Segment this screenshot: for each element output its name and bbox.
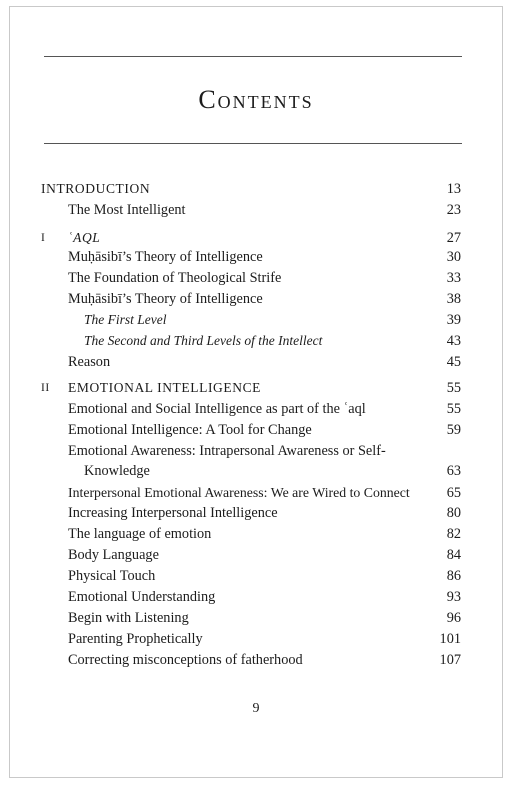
toc-entry-title: EMOTIONAL INTELLIGENCE [68, 380, 262, 395]
toc-entry [10, 441, 502, 461]
toc-entry-page: 13 [446, 181, 461, 197]
chapter-number: I [41, 232, 46, 244]
toc-entry [10, 545, 502, 565]
toc-entry-title: The Most Intelligent [68, 202, 186, 218]
toc-entry-title: Muḥāsibī’s Theory of Intelligence [68, 249, 263, 265]
toc-entry [10, 587, 502, 607]
toc-entry [10, 378, 502, 398]
toc-entry-page: 39 [446, 312, 461, 328]
toc-entry-page: 55 [446, 401, 461, 417]
toc-entry-title: The language of emotion [68, 526, 212, 542]
toc-entry-page: 84 [446, 547, 461, 563]
toc-entry [10, 289, 502, 309]
toc-entry-title: Correcting misconceptions of fatherhood [68, 652, 303, 668]
toc-entry [10, 268, 502, 288]
toc-entry-page: 93 [446, 589, 461, 605]
page-title: Contents [198, 85, 314, 114]
toc-entry-page: 33 [446, 270, 461, 286]
toc-entry-title: The Foundation of Theological Strife [68, 270, 282, 286]
toc-entry [10, 331, 502, 351]
toc-entry-title: Body Language [68, 547, 159, 563]
toc-entry-page: 63 [446, 463, 461, 479]
bottom-rule [44, 143, 462, 144]
toc-entry-title: The Second and Third Levels of the Intellect [84, 333, 323, 348]
toc-entry-title: Emotional Understanding [68, 589, 216, 605]
toc-entry-page: 30 [446, 249, 461, 265]
toc-entry-page: 96 [446, 610, 461, 626]
book-page [9, 6, 503, 778]
toc-entry [10, 608, 502, 628]
toc-entry [10, 566, 502, 586]
toc-entry [10, 524, 502, 544]
toc-entry [10, 179, 502, 199]
toc-entry-title: Emotional Awareness: Intrapersonal Awareness or Self- [68, 443, 386, 459]
toc-entry-page: 107 [439, 652, 461, 668]
toc-entry [10, 503, 502, 523]
toc-entry-page: 86 [446, 568, 461, 584]
chapter-number: II [41, 382, 50, 394]
toc-entry-title: INTRODUCTION [41, 181, 151, 196]
toc-entry-page: 82 [446, 526, 461, 542]
toc-entry-title: Physical Touch [68, 568, 156, 584]
toc-entry-page: 59 [446, 422, 461, 438]
page-number: 9 [252, 701, 260, 716]
toc-entry [10, 483, 502, 503]
toc-entry-title: Begin with Listening [68, 610, 189, 626]
toc-entry-page: 101 [439, 631, 461, 647]
toc-entry-title: Increasing Interpersonal Intelligence [68, 505, 278, 521]
toc-entry-title: The First Level [84, 312, 167, 327]
toc-entry-page: 45 [446, 354, 461, 370]
toc-entry-title: Emotional Intelligence: A Tool for Change [68, 422, 312, 438]
toc-entry-page: 23 [446, 202, 461, 218]
toc-entry-page: 27 [446, 230, 461, 246]
toc-entry [10, 247, 502, 267]
toc-entry-title: Parenting Prophetically [68, 631, 203, 647]
toc-entry-page: 38 [446, 291, 461, 307]
toc-entry [10, 310, 502, 330]
toc-entry [10, 352, 502, 372]
toc-entry-page: 43 [446, 333, 461, 349]
toc-entry-title: Knowledge [84, 463, 150, 479]
toc-entry [10, 420, 502, 440]
toc-entry-page: 80 [446, 505, 461, 521]
toc-entry-title: ʿAQL [68, 230, 101, 245]
toc-entry-page: 55 [446, 380, 461, 396]
top-rule [44, 56, 462, 57]
toc-entry-title: Muḥāsibī’s Theory of Intelligence [68, 291, 263, 307]
toc-entry [10, 461, 502, 481]
toc-entry-title: Emotional and Social Intelligence as part of the ʿaql [68, 401, 366, 417]
toc-entry [10, 629, 502, 649]
toc-entry [10, 399, 502, 419]
toc-entry-title: Reason [68, 354, 111, 370]
toc-entry [10, 650, 502, 670]
toc-entry [10, 200, 502, 220]
toc-entry-page: 65 [446, 485, 461, 501]
toc-entry [10, 228, 502, 248]
toc-entry-title: Interpersonal Emotional Awareness: We are Wired to Connect [68, 485, 410, 500]
